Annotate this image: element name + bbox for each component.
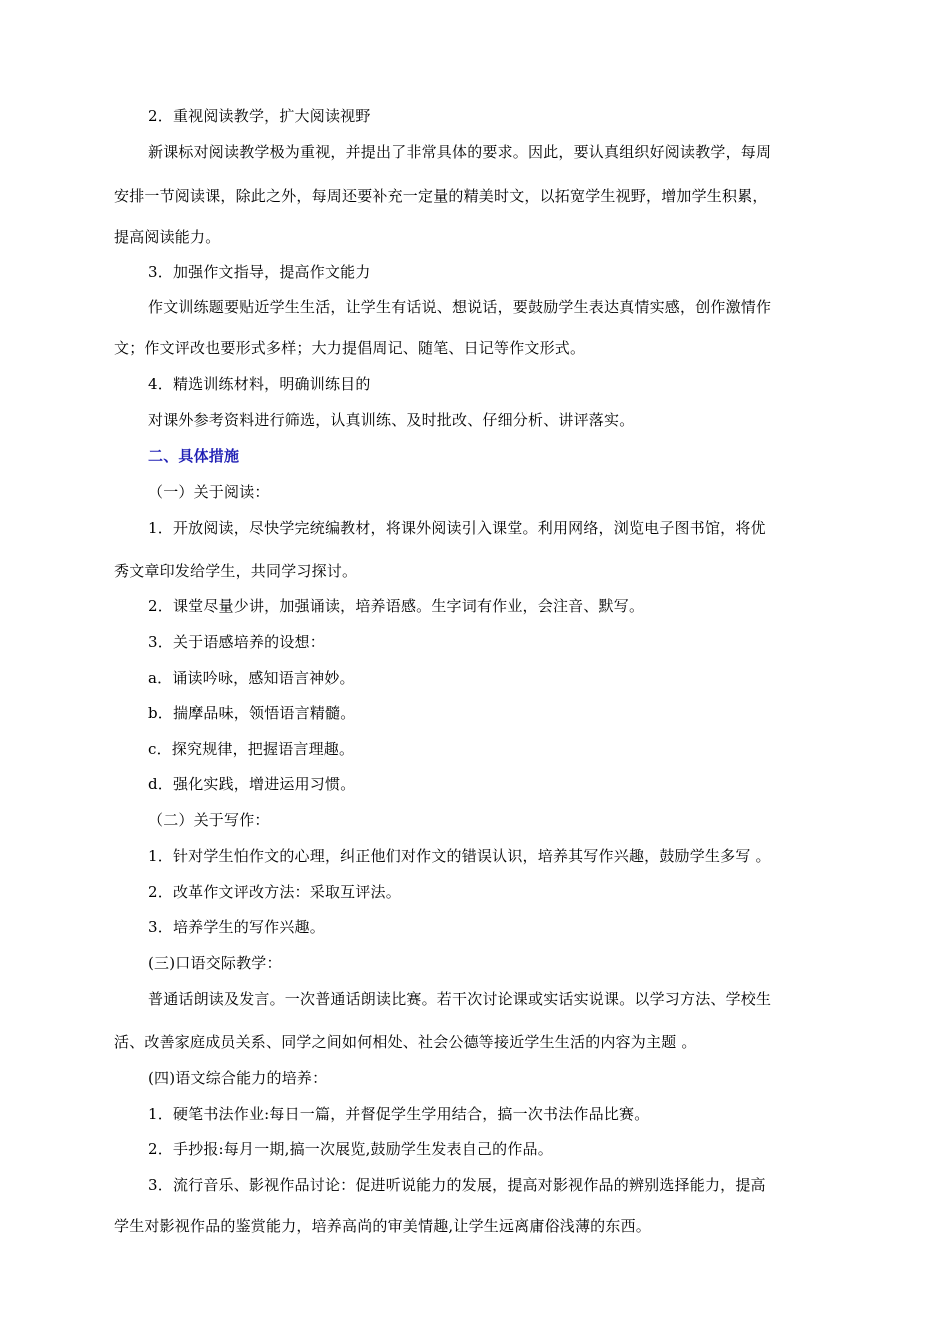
paragraph-line: 文；作文评改也要形式多样；大力提倡周记、随笔、日记等作文形式。 — [114, 339, 586, 357]
list-item: 2．改革作文评改方法：采取互评法。 — [148, 883, 401, 901]
list-item: 3．流行音乐、影视作品讨论：促进听说能力的发展，提高对影视作品的辨别选择能力，提高 — [148, 1176, 766, 1194]
subsection-title: (三)口语交际教学： — [148, 954, 282, 972]
paragraph-line: 安排一节阅读课，除此之外，每周还要补充一定量的精美时文，以拓宽学生视野，增加学生积累， — [114, 187, 768, 205]
subsection-title: （二）关于写作： — [148, 811, 270, 829]
section-heading-materials: 4．精选训练材料，明确训练目的 — [148, 375, 371, 393]
paragraph-line: 活、改善家庭成员关系、同学之间如何相处、社会公德等接近学生生活的内容为主题 。 — [114, 1033, 697, 1051]
subsection-title: (四)语文综合能力的培养： — [148, 1069, 328, 1087]
chapter-heading-measures: 二、具体措施 — [148, 447, 240, 465]
list-item: 1．针对学生怕作文的心理，纠正他们对作文的错误认识，培养其写作兴趣，鼓励学生多写 。 — [148, 847, 771, 865]
list-item: 2．课堂尽量少讲，加强诵读，培养语感。生字词有作业，会注音、默写。 — [148, 597, 645, 615]
list-item: b．揣摩品味，领悟语言精髓。 — [148, 704, 356, 722]
list-item: 1．开放阅读，尽快学完统编教材，将课外阅读引入课堂。利用网络，浏览电子图书馆，将优 — [148, 519, 766, 537]
list-item: c．探究规律，把握语言理趣。 — [148, 740, 355, 758]
section-heading-writing: 3．加强作文指导，提高作文能力 — [148, 263, 371, 281]
list-item: 3．培养学生的写作兴趣。 — [148, 918, 325, 936]
list-item: d．强化实践，增进运用习惯。 — [148, 775, 356, 793]
paragraph-line: 提高阅读能力。 — [114, 228, 221, 246]
list-item: 2．手抄报:每月一期,搞一次展览,鼓励学生发表自己的作品。 — [148, 1140, 553, 1158]
paragraph-line: 普通话朗读及发言。一次普通话朗读比赛。若干次讨论课或实话实说课。以学习方法、学校生 — [148, 990, 772, 1008]
list-item: a．诵读吟咏，感知语言神妙。 — [148, 669, 355, 687]
list-item-continuation: 秀文章印发给学生，共同学习探讨。 — [114, 562, 358, 580]
list-item: 3．关于语感培养的设想： — [148, 633, 325, 651]
list-item-continuation: 学生对影视作品的鉴赏能力，培养高尚的审美情趣,让学生远离庸俗浅薄的东西。 — [114, 1217, 651, 1235]
list-item: 1．硬笔书法作业:每日一篇，并督促学生学用结合，搞一次书法作品比赛。 — [148, 1105, 650, 1123]
subsection-title: （一）关于阅读： — [148, 483, 270, 501]
paragraph-line: 作文训练题要贴近学生生活，让学生有话说、想说话，要鼓励学生表达真情实感，创作激情作 — [148, 298, 772, 316]
paragraph-line: 新课标对阅读教学极为重视，并提出了非常具体的要求。因此，要认真组织好阅读教学，每周 — [148, 143, 772, 161]
paragraph-line: 对课外参考资料进行筛选，认真训练、及时批改、仔细分析、讲评落实。 — [148, 411, 635, 429]
section-heading-reading: 2．重视阅读教学，扩大阅读视野 — [148, 107, 371, 125]
